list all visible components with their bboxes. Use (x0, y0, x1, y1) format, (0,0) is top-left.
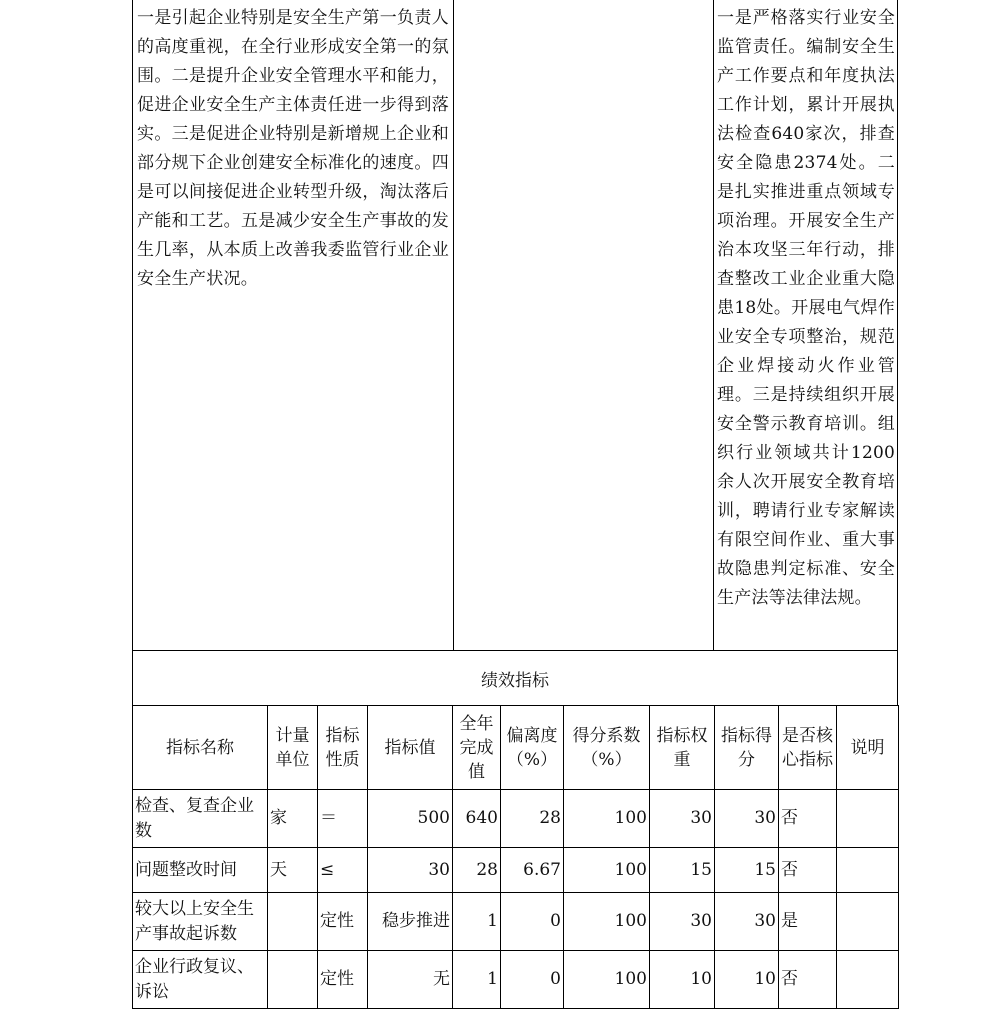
row-unit: 家 (268, 790, 318, 848)
row-core: 否 (779, 790, 837, 848)
row-nature: 定性 (318, 893, 368, 951)
row-note (837, 951, 899, 1009)
header-nature: 指标性质 (318, 706, 368, 790)
header-unit: 计量单位 (268, 706, 318, 790)
expected-effect-cell (133, 0, 454, 650)
row-core: 是 (779, 893, 837, 951)
row-coef: 100 (564, 790, 650, 848)
header-note: 说明 (837, 706, 899, 790)
performance-indicator-table (132, 705, 899, 1009)
row-annual: 1 (453, 893, 501, 951)
content-section (132, 0, 898, 651)
header-weight: 指标权重 (650, 706, 715, 790)
row-deviation: 28 (501, 790, 564, 848)
row-name: 较大以上安全生产事故起诉数 (133, 893, 268, 951)
table-row (133, 951, 899, 1009)
row-deviation: 6.67 (501, 848, 564, 893)
row-note (837, 893, 899, 951)
expected-effect-text: 一是引起企业特别是安全生产第一负责人的高度重视，在全行业形成安全第一的氛围。二是提升企业安全管理水平和能力，促进企业安全生产主体责任进一步得到落实。三是促进企业特别是新增规上企业和部分规下企业创建安全标准化的速度。四是可以间接促进企业转型升级，淘汰落后产能和工艺。五是减少安全生产事故的发生几率，从本质上改善我委监管行业企业安全生产状况。 (137, 8, 449, 289)
table-row (133, 790, 899, 848)
row-coef: 100 (564, 848, 650, 893)
row-nature: ＝ (318, 790, 368, 848)
row-value: 无 (368, 951, 453, 1009)
middle-empty-cell (454, 0, 714, 650)
header-coef: 得分系数（%） (564, 706, 650, 790)
row-score: 10 (715, 951, 779, 1009)
row-value: 500 (368, 790, 453, 848)
row-weight: 10 (650, 951, 715, 1009)
row-value: 稳步推进 (368, 893, 453, 951)
table-row (133, 848, 899, 893)
row-score: 30 (715, 893, 779, 951)
row-weight: 15 (650, 848, 715, 893)
header-value: 指标值 (368, 706, 453, 790)
section-title: 绩效指标 (132, 650, 898, 706)
row-value: 30 (368, 848, 453, 893)
row-annual: 1 (453, 951, 501, 1009)
row-coef: 100 (564, 893, 650, 951)
row-deviation: 0 (501, 893, 564, 951)
header-annual: 全年完成值 (453, 706, 501, 790)
row-note (837, 848, 899, 893)
row-nature: ≤ (318, 848, 368, 893)
row-core: 否 (779, 951, 837, 1009)
table-header-row (133, 706, 899, 790)
row-name: 企业行政复议、诉讼 (133, 951, 268, 1009)
row-core: 否 (779, 848, 837, 893)
row-unit (268, 893, 318, 951)
results-cell (714, 0, 897, 650)
row-unit (268, 951, 318, 1009)
row-score: 30 (715, 790, 779, 848)
row-unit: 天 (268, 848, 318, 893)
results-text: 一是严格落实行业安全监管责任。编制安全生产工作要点和年度执法工作计划，累计开展执法检查640家次，排查安全隐患2374处。二是扎实推进重点领域专项治理。开展安全生产治本攻坚三年行动，排查整改工业企业重大隐患18处。开展电气焊作业安全专项整治，规范企业焊接动火作业管理。三是持续组织开展安全警示教育培训。组织行业领域共计1200余人次开展安全教育培训，聘请行业专家解读有限空间作业、重大事故隐患判定标准、安全生产法等法律法规。 (717, 8, 895, 608)
row-deviation: 0 (501, 951, 564, 1009)
header-score: 指标得分 (715, 706, 779, 790)
row-weight: 30 (650, 893, 715, 951)
row-annual: 640 (453, 790, 501, 848)
row-note (837, 790, 899, 848)
header-core: 是否核心指标 (779, 706, 837, 790)
row-nature: 定性 (318, 951, 368, 1009)
header-deviation: 偏离度（%） (501, 706, 564, 790)
row-weight: 30 (650, 790, 715, 848)
row-name: 问题整改时间 (133, 848, 268, 893)
row-name: 检查、复查企业数 (133, 790, 268, 848)
row-annual: 28 (453, 848, 501, 893)
table-row (133, 893, 899, 951)
row-score: 15 (715, 848, 779, 893)
header-name: 指标名称 (133, 706, 268, 790)
row-coef: 100 (564, 951, 650, 1009)
